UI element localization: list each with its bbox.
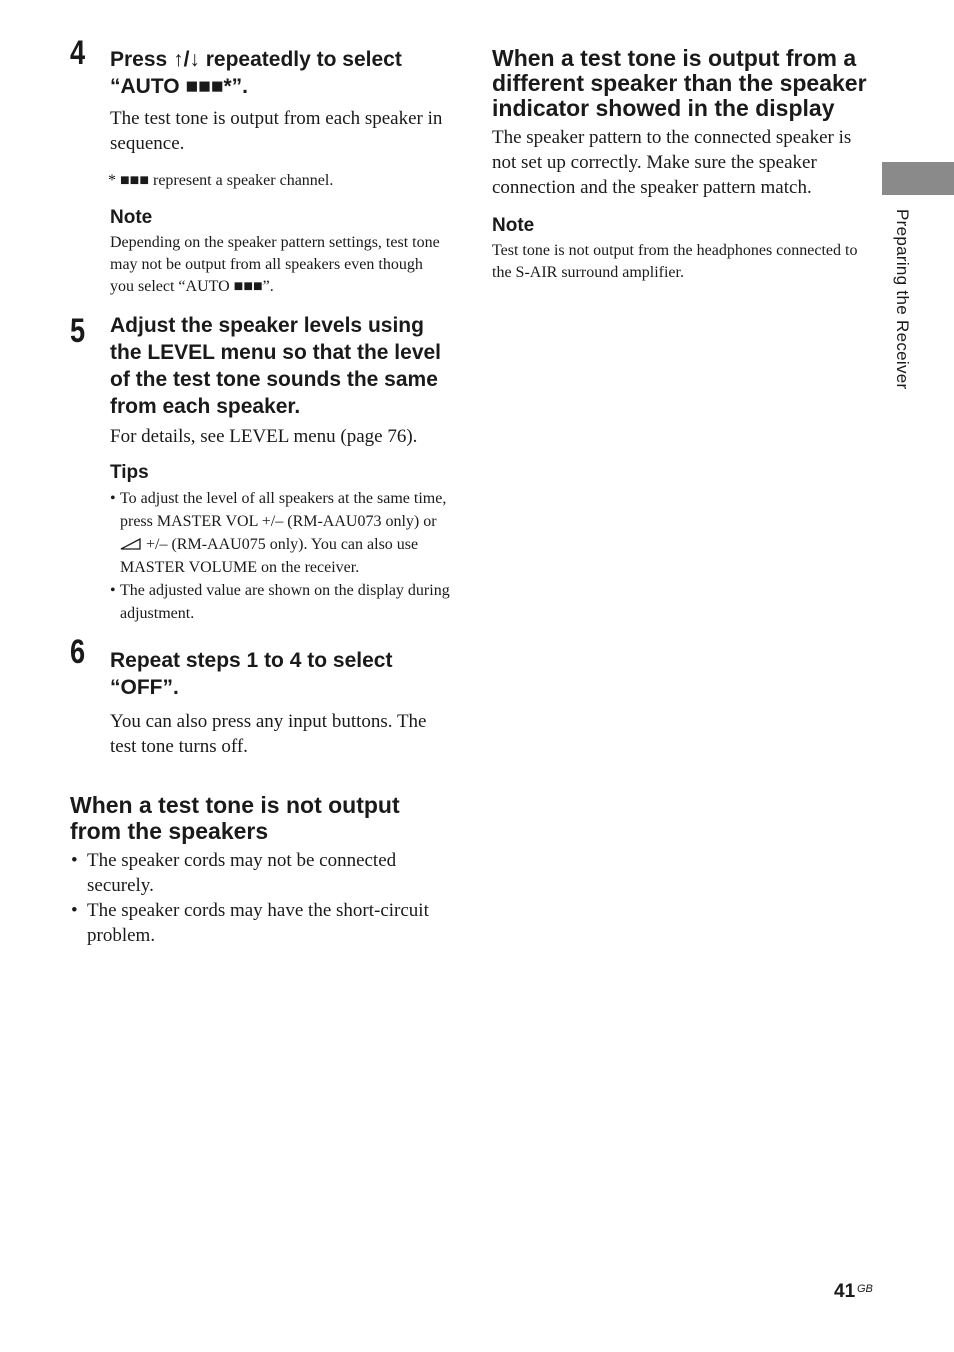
step-title: Adjust the speaker levels using the LEVEL menu so that the level of the test tone sounds the same from each speaker. xyxy=(110,314,442,418)
section-not-output xyxy=(70,792,450,948)
step-number: 5 xyxy=(70,312,86,350)
note-text: Depending on the speaker pattern settings, test tone may not be output from all speakers even though you select “AUTO ■■■”. xyxy=(110,234,440,295)
step-title: Press ↑/↓ repeatedly to select “AUTO ■■■*”. xyxy=(110,48,402,98)
section-heading: When a test tone is not output from the speakers xyxy=(70,792,400,844)
page-suffix: GB xyxy=(857,1283,873,1295)
note-heading: Note xyxy=(110,207,153,228)
step-5 xyxy=(70,310,450,625)
note-text: Test tone is not output from the headphones connected to the S-AIR surround amplifier. xyxy=(492,242,858,281)
section-different-speaker xyxy=(492,46,867,284)
tips-list xyxy=(110,487,450,625)
list-item: • To adjust the level of all speakers at the same time, press MASTER VOL +/– (RM-AAU073 only) or +/– (RM-AAU075 only). You can also use MASTER VOLUME on the receiver. xyxy=(110,487,450,579)
step-title: Repeat steps 1 to 4 to select “OFF”. xyxy=(110,649,393,699)
bullet-list xyxy=(70,848,450,948)
step-body: The test tone is output from each speaker in sequence. xyxy=(110,108,443,154)
step-4 xyxy=(70,36,450,298)
list-item: • The adjusted value are shown on the display during adjustment. xyxy=(110,579,450,625)
page-number: 41 xyxy=(834,1281,856,1302)
chapter-tab xyxy=(882,162,954,195)
step-number: 4 xyxy=(70,34,86,72)
tips-heading: Tips xyxy=(110,462,149,483)
note-heading: Note xyxy=(492,215,535,236)
list-item: • The speaker cords may not be connected securely. xyxy=(70,848,450,898)
list-item: • The speaker cords may have the short-circuit problem. xyxy=(70,898,450,948)
right-column xyxy=(492,30,867,284)
chapter-label: Preparing the Receiver xyxy=(893,209,912,390)
step-number: 6 xyxy=(70,633,86,671)
volume-icon xyxy=(120,538,142,550)
section-heading: When a test tone is output from a different speaker than the speaker indicator showed in the display xyxy=(492,45,867,121)
step-6 xyxy=(70,635,450,759)
up-down-arrow-icon: ↑/↓ xyxy=(173,48,200,71)
section-body: The speaker pattern to the connected speaker is not set up correctly. Make sure the speaker connection and the speaker pattern match. xyxy=(492,127,852,198)
step-body: You can also press any input buttons. The test tone turns off. xyxy=(110,711,427,757)
step-body: For details, see LEVEL menu (page 76). xyxy=(110,426,418,447)
footnote: * ■■■ represent a speaker channel. xyxy=(108,172,334,189)
left-column xyxy=(70,30,450,948)
